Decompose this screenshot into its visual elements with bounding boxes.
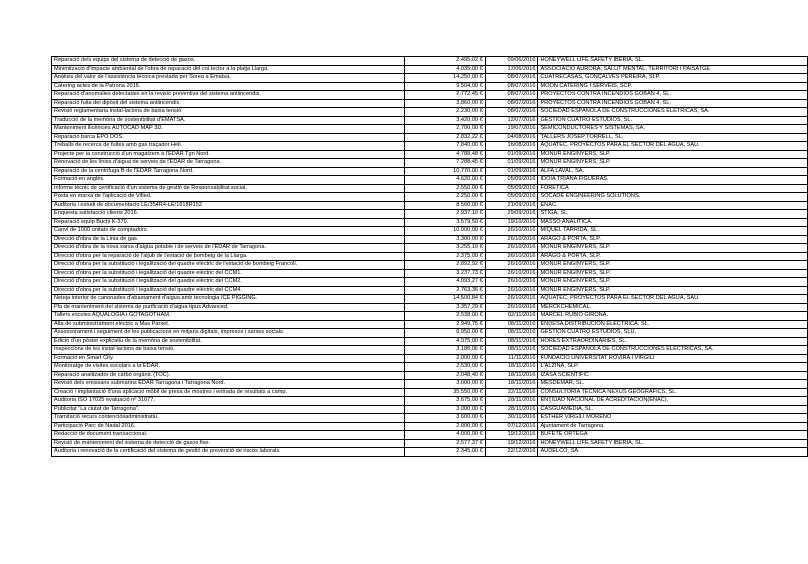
amount-cell: 3.000,00 € — [405, 380, 486, 389]
supplier-cell: GESTIÓN CUATRO ESTUDIOS, SL. — [538, 116, 808, 125]
supplier-cell: FUNDACIÓ UNIVERSITAT ROVIRA I VIRGILI — [538, 354, 808, 363]
description-cell: Reparació d'anomalies detectades en la revisió preventiva del sistema antiincendis. — [52, 91, 405, 100]
amount-cell: 4.975,00 € — [405, 337, 486, 346]
amount-cell: 2.937,10 € — [405, 210, 486, 219]
amount-cell: 2.892,92 € — [405, 261, 486, 270]
amount-cell: 3.600,00 € — [405, 414, 486, 423]
date-cell: 08/11/2016 — [485, 320, 538, 329]
description-cell: Participació Parc de Nadal 2016. — [52, 422, 405, 431]
date-cell: 21/09/2016 — [485, 201, 538, 210]
table-row — [52, 116, 808, 125]
description-cell: Renovació de les línies d'aigua de serveis de l'EDAR de Tarragona. — [52, 159, 405, 168]
table-row — [52, 108, 808, 117]
table-row — [52, 235, 808, 244]
date-cell: 29/09/2016 — [485, 210, 538, 219]
description-cell: Publicitat "La ciutat de Tarragona". — [52, 405, 405, 414]
table-row — [52, 397, 808, 406]
date-cell: 05/09/2016 — [485, 176, 538, 185]
description-cell: Edició d'un pòster explicatiu de la memòria de sostenibilitat. — [52, 337, 405, 346]
supplier-cell: ARAGÓ & PORTA, SLP. — [538, 252, 808, 261]
table-row — [52, 227, 808, 236]
description-cell: Neteja interior de canonades d'abastament d'aigua amb tecnologia ICE PIGGING. — [52, 295, 405, 304]
table-row — [52, 159, 808, 168]
amount-cell: 8.560,00 € — [405, 201, 486, 210]
amount-cell: 10.770,00 € — [405, 167, 486, 176]
table-row — [52, 142, 808, 151]
table-row — [52, 346, 808, 355]
description-cell: Formació en anglès. — [52, 176, 405, 185]
table-row — [52, 65, 808, 74]
supplier-cell: MONUR ENGINYERS, SLP. — [538, 159, 808, 168]
date-cell: 05/09/2016 — [485, 184, 538, 193]
supplier-cell: BUFETE ORTEGA — [538, 431, 808, 440]
date-cell: 08/11/2016 — [485, 346, 538, 355]
date-cell: 26/10/2016 — [485, 244, 538, 253]
date-cell: 26/10/2016 — [485, 269, 538, 278]
supplier-cell: PROYECTOS CONTRA INCENDIOS GOBAN 4, SL. — [538, 91, 808, 100]
supplier-cell: MERCKCHEMICAL. — [538, 303, 808, 312]
amount-cell: 10.000,00 € — [405, 227, 486, 236]
description-cell: Direcció d'obra de la Línia de gas. — [52, 235, 405, 244]
description-cell: Auditoria ISO 17025 evaluació nº 31077. — [52, 397, 405, 406]
table-row — [52, 371, 808, 380]
table-row — [52, 167, 808, 176]
table-row — [52, 176, 808, 185]
supplier-cell: AUDELCO, SA. — [538, 448, 808, 457]
date-cell: 26/10/2016 — [485, 227, 538, 236]
supplier-cell: IZASA SCIENTIFIC — [538, 371, 808, 380]
amount-cell: 2.250,00 € — [405, 193, 486, 202]
table-row — [52, 354, 808, 363]
table-row — [52, 388, 808, 397]
date-cell: 19/10/2016 — [485, 218, 538, 227]
date-cell: 26/10/2016 — [485, 261, 538, 270]
date-cell: 22/11/2016 — [485, 388, 538, 397]
supplier-cell: CASGUAMEDIA, SL. — [538, 405, 808, 414]
amount-cell: 2.538,00 € — [405, 312, 486, 321]
date-cell: 26/10/2016 — [485, 303, 538, 312]
amount-cell: 2.000,00 € — [405, 422, 486, 431]
supplier-cell: CONSULTORIA TECNICA NEXUS GEOGRAFICS, SL. — [538, 388, 808, 397]
description-cell: Pla de manteniment del sistema de purificació d'aigua tipus Advanced. — [52, 303, 405, 312]
amount-cell: 3.255,10 € — [405, 244, 486, 253]
date-cell: 08/07/2016 — [485, 91, 538, 100]
description-cell: Posta en marxa de l'aplicació de Vified. — [52, 193, 405, 202]
date-cell: 16/08/2016 — [485, 142, 538, 151]
date-cell: 28/11/2016 — [485, 405, 538, 414]
amount-cell: 2.375,00 € — [405, 252, 486, 261]
amount-cell: 4.093,27 € — [405, 278, 486, 287]
amount-cell: 7.840,00 € — [405, 142, 486, 151]
supplier-cell: HORES EXTRAORDINÀRIES, SL. — [538, 337, 808, 346]
date-cell: 30/11/2016 — [485, 414, 538, 423]
amount-cell: 3.420,00 € — [405, 116, 486, 125]
supplier-cell: MOON CATERING I SERVEIS, SCP. — [538, 82, 808, 91]
supplier-cell: L'ALZINA, SLP. — [538, 363, 808, 372]
date-cell: 26/10/2016 — [485, 295, 538, 304]
table-row — [52, 218, 808, 227]
date-cell: 08/07/2016 — [485, 82, 538, 91]
table-row — [52, 125, 808, 134]
table-row — [52, 150, 808, 159]
supplier-cell: STIGA, SL. — [538, 210, 808, 219]
description-cell: Creació i implantació d'una aplicació mòbil de presa de mostres i entrada de resultats a camp. — [52, 388, 405, 397]
table-row — [52, 337, 808, 346]
table-row — [52, 74, 808, 83]
amount-cell: 9.504,00 € — [405, 82, 486, 91]
date-cell: 02/11/2016 — [485, 312, 538, 321]
description-cell: Reparació de la centrifuga B de l'EDAR Tarragona Nord. — [52, 167, 405, 176]
description-cell: Formació en Smart City. — [52, 354, 405, 363]
table-row — [52, 201, 808, 210]
description-cell: Direcció d'obra per la substitució i legalització del quadre elèctric de l'estació de bombeig Francolí. — [52, 261, 405, 270]
table-row — [52, 184, 808, 193]
table-row — [52, 286, 808, 295]
supplier-cell: HONEYWELL LIFE SAFETY IBERIA, SL. — [538, 57, 808, 66]
supplier-cell: MESDEMAR, SL. — [538, 380, 808, 389]
table-row — [52, 210, 808, 219]
amount-cell: 2.577,37 € — [405, 439, 486, 448]
table-row — [52, 320, 808, 329]
supplier-cell: MONUR ENGINYERS, SLP. — [538, 286, 808, 295]
date-cell: 04/08/2016 — [485, 133, 538, 142]
table-row — [52, 405, 808, 414]
date-cell: 19/07/2016 — [485, 125, 538, 134]
description-cell: Revisió de manteniment del sistema de detecció de gasos fixe. — [52, 439, 405, 448]
description-cell: Tallers escoles AQUALOGIA i GOTAGOTHAM. — [52, 312, 405, 321]
supplier-cell: MONUR ENGINYERS, SLP. — [538, 244, 808, 253]
table-row — [52, 244, 808, 253]
supplier-cell: Ajuntament de Tarragona. — [538, 422, 808, 431]
date-cell: 26/10/2016 — [485, 278, 538, 287]
table-row — [52, 295, 808, 304]
supplier-cell: GESTIÓN CUATRO ESTUDIOS, SLU. — [538, 329, 808, 338]
amount-cell: 3.300,00 € — [405, 235, 486, 244]
description-cell: Reparació barca EPO DOS. — [52, 133, 405, 142]
amount-cell: 35.550,00 € — [405, 388, 486, 397]
amount-cell: 3.579,50 € — [405, 218, 486, 227]
date-cell: 17/06/2016 — [485, 65, 538, 74]
supplier-cell: HONEYWELL LIFE SAFETY IBERIA, SL. — [538, 439, 808, 448]
date-cell: 26/10/2016 — [485, 286, 538, 295]
description-cell: Enquesta satisfacció clients 2016. — [52, 210, 405, 219]
amount-cell: 4.788,48 € — [405, 150, 486, 159]
table-row — [52, 91, 808, 100]
date-cell: 05/09/2016 — [485, 193, 538, 202]
description-cell: Auditoria i renovació de la certificació del sistema de gestió de prevenció de riscos laborals. — [52, 448, 405, 457]
date-cell: 07/12/2016 — [485, 422, 538, 431]
amount-cell: 2.832,22 € — [405, 133, 486, 142]
description-cell: Direcció d'obra per la substitució i legalització del quadre elèctric del CCM4. — [52, 286, 405, 295]
table-row — [52, 252, 808, 261]
description-cell: Traducció de la memòria de sostenibilitat d'EMATSA. — [52, 116, 405, 125]
supplier-cell: MONUR ENGINYERS, SLP. — [538, 150, 808, 159]
amount-cell: 2.230,00 € — [405, 108, 486, 117]
amount-cell: 14.250,00 € — [405, 74, 486, 83]
amount-cell: 3.860,00 € — [405, 99, 486, 108]
amount-cell: 3.186,06 € — [405, 346, 486, 355]
table-row — [52, 193, 808, 202]
description-cell: Alta de subministrament elèctric a Mas Parxet. — [52, 320, 405, 329]
supplier-cell: MARCEL RUBIO GIRONA. — [538, 312, 808, 321]
description-cell: Revisió reglamentaria instal·lacions de baixa tensió — [52, 108, 405, 117]
supplier-cell: ARAGÓ & PORTA, SLP. — [538, 235, 808, 244]
supplier-cell: TALLERS JOSEP TORRELL, SL. — [538, 133, 808, 142]
table-row — [52, 439, 808, 448]
supplier-cell: SOCIEDAD ESPAÑOLA DE CONSTRUCCIONES ELÉTRICAS, SA. — [538, 108, 808, 117]
supplier-cell: ENAC. — [538, 201, 808, 210]
supplier-cell: SOCADE ENGINEERING SOLUTIONS. — [538, 193, 808, 202]
amount-cell: 3.237,73 € — [405, 269, 486, 278]
table-row — [52, 303, 808, 312]
date-cell: 19/12/2016 — [485, 431, 538, 440]
supplier-cell: PROYECTOS CONTRA INCENDIOS GOBAN 4, SL. — [538, 99, 808, 108]
supplier-cell: MASSÓ ANALÍTICA. — [538, 218, 808, 227]
description-cell: Assessorament i seguiment de les publicacions en mitjans digitals, impresos i xarxes socials. — [52, 329, 405, 338]
date-cell: 08/07/2016 — [485, 74, 538, 83]
description-cell: Direcció d'obra per la substitució i legalització del quadre elèctric del CCM2. — [52, 278, 405, 287]
description-cell: Revisió dels emissaris submarins EDAR Tarragona i Tarragona Nord. — [52, 380, 405, 389]
supplier-cell: MONUR ENGINYERS, SLP. — [538, 261, 808, 270]
amount-cell: 14.500,84 € — [405, 295, 486, 304]
supplier-cell: FORÈTICA — [538, 184, 808, 193]
description-cell: Inspeccions de les instal·lacions de baixa tensió. — [52, 346, 405, 355]
date-cell: 18/11/2016 — [485, 380, 538, 389]
supplier-cell: ENDESA DISTRIBUCIÓN ELÉCTRICA, SL. — [538, 320, 808, 329]
amount-cell: 3.000,00 € — [405, 405, 486, 414]
supplier-cell: AQUATEC, PROYECTOS PARA EL SECTOR DEL AGUA, SAU. — [538, 142, 808, 151]
date-cell: 18/11/2016 — [485, 371, 538, 380]
amount-cell: 3.357,29 € — [405, 303, 486, 312]
description-cell: Treballs de recerca de fuites amb gas traçador Heli. — [52, 142, 405, 151]
date-cell: 08/11/2016 — [485, 337, 538, 346]
amount-cell: 2.345,00 € — [405, 448, 486, 457]
amount-cell: 2.530,00 € — [405, 363, 486, 372]
amount-cell: 6.950,00 € — [405, 329, 486, 338]
amount-cell: 2.763,36 € — [405, 286, 486, 295]
table-row — [52, 278, 808, 287]
description-cell: Minimització d'impacte ambiental de l'obra de reparació del col·lector a la platja Llarga. — [52, 65, 405, 74]
date-cell: 28/11/2016 — [485, 397, 538, 406]
amount-cell: 2.000,00 € — [405, 354, 486, 363]
supplier-cell: IDOIA TRIANA FIGUERAS. — [538, 176, 808, 185]
date-cell: 11/11/2016 — [485, 354, 538, 363]
table-row — [52, 448, 808, 457]
amount-cell: 2.550,00 € — [405, 184, 486, 193]
contracts-table — [51, 56, 808, 457]
table-row — [52, 414, 808, 423]
supplier-cell: ASSOCIACIÓ AURORA, SALUT MENTAL, TERRITORI I PAISATGE — [538, 65, 808, 74]
amount-cell: 7.288,45 € — [405, 159, 486, 168]
date-cell: 09/06/2016 — [485, 57, 538, 66]
table-row — [52, 57, 808, 66]
date-cell: 26/10/2016 — [485, 235, 538, 244]
table-row — [52, 431, 808, 440]
description-cell: Reparació fuita del dipòsit del sistema antiincendis. — [52, 99, 405, 108]
description-cell: Redacció de document transaccional. — [52, 431, 405, 440]
date-cell: 01/09/2016 — [485, 150, 538, 159]
description-cell: Auditoria i estudi de documentació LE/354R4-LE/1618R152 — [52, 201, 405, 210]
contracts-table-body — [52, 57, 808, 457]
supplier-cell: ALFA LAVAL, SA. — [538, 167, 808, 176]
supplier-cell: CUATRECASAS, GONÇALVES PEREIRA, SLP. — [538, 74, 808, 83]
description-cell: Tramitació recurs contenciósadministratiu. — [52, 414, 405, 423]
amount-cell: 4.000,00 € — [405, 431, 486, 440]
supplier-cell: MONUR ENGINYERS, SLP. — [538, 269, 808, 278]
date-cell: 08/07/2016 — [485, 108, 538, 117]
date-cell: 01/09/2016 — [485, 159, 538, 168]
supplier-cell: MONUR ENGINYERS, SLP. — [538, 278, 808, 287]
description-cell: Manteniment llicències AUTOCAD MAP 3D. — [52, 125, 405, 134]
date-cell: 22/12/2016 — [485, 448, 538, 457]
table-row — [52, 422, 808, 431]
date-cell: 12/07/2016 — [485, 116, 538, 125]
table-row — [52, 380, 808, 389]
supplier-cell: ENTIDAD NACIONAL DE ACREDITACIÓN(ENAC). — [538, 397, 808, 406]
description-cell: Monitoratge de visites escolars a la EDAR. — [52, 363, 405, 372]
supplier-cell: AQUATEC, PROYECTOS PARA EL SECTOR DEL AGUA, SAU. — [538, 295, 808, 304]
description-cell: Reparació dels equips del sistema de detecció de gasos. — [52, 57, 405, 66]
amount-cell: 2.495,02 € — [405, 57, 486, 66]
amount-cell: 2.949,75 € — [405, 320, 486, 329]
description-cell: Reparació analitzador de carbó orgànic (TOC). — [52, 371, 405, 380]
description-cell: Direcció d'obra per la reparació de l'aljub de l'estació de bombeig de la Llarga. — [52, 252, 405, 261]
date-cell: 01/09/2016 — [485, 167, 538, 176]
table-row — [52, 363, 808, 372]
amount-cell: 4.620,00 € — [405, 176, 486, 185]
date-cell: 08/07/2016 — [485, 99, 538, 108]
table-row — [52, 269, 808, 278]
date-cell: 08/11/2016 — [485, 329, 538, 338]
amount-cell: 3.675,00 € — [405, 397, 486, 406]
date-cell: 19/12/2016 — [485, 439, 538, 448]
supplier-cell: ESTHER VIRGILI MORENO — [538, 414, 808, 423]
description-cell: Canvi de 1000 unitats de comptadors. — [52, 227, 405, 236]
supplier-cell: SEMICONDUCTORES Y SISTEMAS, SA. — [538, 125, 808, 134]
supplier-cell: SOCIEDAD ESPAÑOLA DE CONSTRUCCIONES ELÉCTRICAS, SA. — [538, 346, 808, 355]
date-cell: 18/11/2016 — [485, 363, 538, 372]
description-cell: Anàlisis del valor de l'assistència tècnica prestada per Sorea a Ematsa. — [52, 74, 405, 83]
description-cell: Direcció d'obra de la nova xarxa d'aigua potable i de serveis de l'EDAR de Tarragona. — [52, 244, 405, 253]
amount-cell: 2.700,00 € — [405, 125, 486, 134]
supplier-cell: MIQUEL TARRIDA, SL. — [538, 227, 808, 236]
amount-cell: 2.772,45 € — [405, 91, 486, 100]
table-row — [52, 133, 808, 142]
table-row — [52, 312, 808, 321]
amount-cell: 4.035,00 € — [405, 65, 486, 74]
description-cell: Projecte per la construcció d'un magatzem a l'EDAR Tgn Nord. — [52, 150, 405, 159]
description-cell: Direcció d'obra per la substitució i legalització del quadre elèctric del CCM1. — [52, 269, 405, 278]
table-row — [52, 329, 808, 338]
description-cell: Catering actes de la Patrona 2016. — [52, 82, 405, 91]
description-cell: Reparació equip Buchi K-370. — [52, 218, 405, 227]
table-row — [52, 99, 808, 108]
date-cell: 26/10/2016 — [485, 252, 538, 261]
table-row — [52, 261, 808, 270]
table-row — [52, 82, 808, 91]
description-cell: Informe tècnic de certificació d'un sistema de gestió de Responsabilitat social. — [52, 184, 405, 193]
amount-cell: 2.048,40 € — [405, 371, 486, 380]
